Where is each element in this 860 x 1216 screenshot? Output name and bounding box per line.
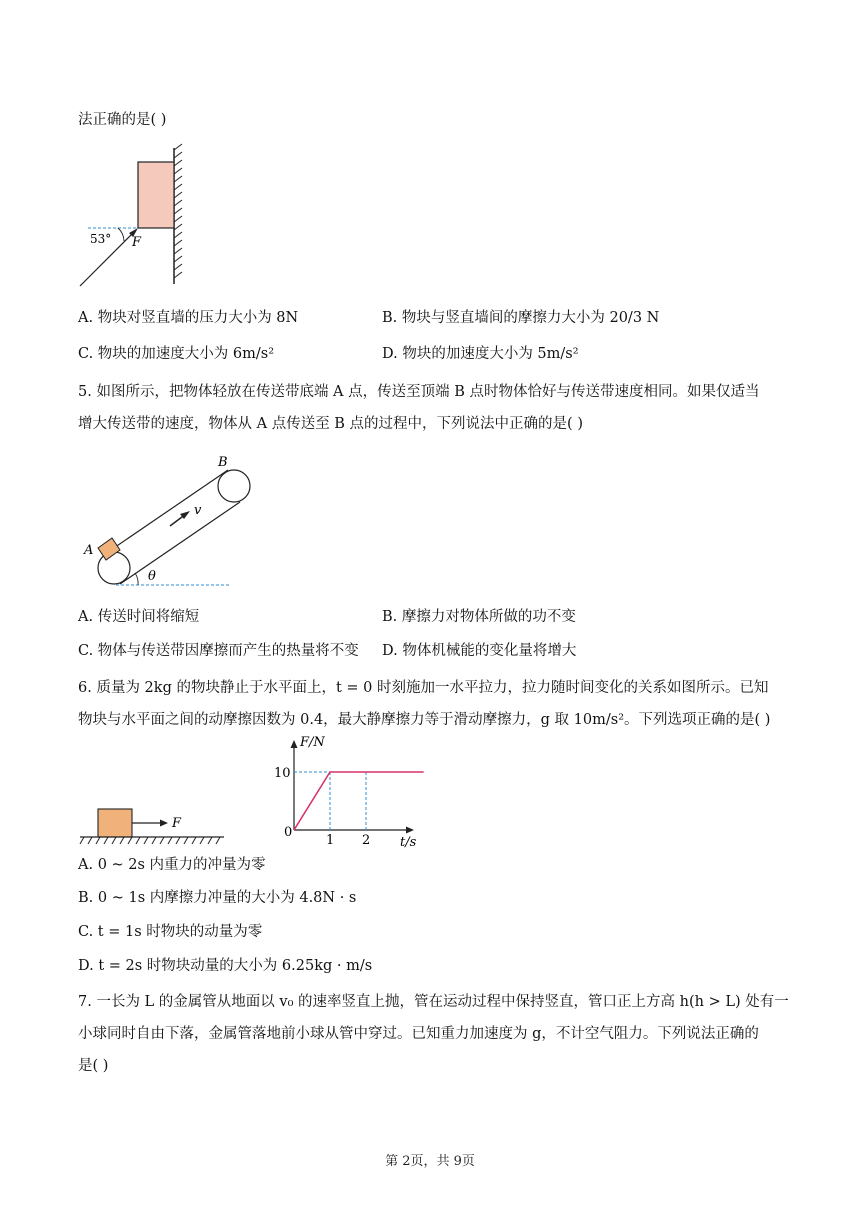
q6-block-figure: [78, 800, 238, 850]
chart-axes: [291, 740, 415, 834]
y-tick-label: 10: [274, 766, 291, 781]
force-label: F: [172, 816, 182, 831]
q6-force-time-chart: [276, 732, 426, 850]
angle-label: 53°: [90, 232, 112, 246]
q4-option-c: C. 物块的加速度大小为 6m/s²: [78, 346, 275, 362]
y-axis-label: F/N: [300, 735, 325, 750]
q7-stem-line1: 7. 一长为 L 的金属管从地面以 v₀ 的速率竖直上抛，管在运动过程中保持竖直，管口正上方高 h(h > L) 处有一: [78, 994, 789, 1010]
belt-top-line: [108, 470, 228, 552]
angle-arc: [118, 228, 124, 241]
q5-option-a: A. 传送时间将缩短: [78, 609, 200, 625]
q5-stem-line1: 5. 如图所示，把物体轻放在传送带底端 A 点，传送至顶端 B 点时物体恰好与传送带速度相同。如果仅适当: [78, 384, 760, 400]
theta-arc: [135, 573, 138, 585]
q5-stem-line2: 增大传送带的速度，物体从 A 点传送至 B 点的过程中，下列说法中正确的是( ): [78, 416, 583, 432]
ground-hatching: [80, 837, 220, 844]
q5-option-c: C. 物体与传送带因摩擦而产生的热量将不变: [78, 643, 359, 659]
x-tick-label: 1: [326, 833, 335, 848]
q6-option-a: A. 0 ~ 2s 内重力的冲量为零: [78, 857, 266, 873]
label-a: A: [84, 543, 94, 558]
q4-option-a: A. 物块对竖直墙的压力大小为 8N: [78, 310, 299, 326]
block: [138, 162, 174, 228]
q5-option-d: D. 物体机械能的变化量将增大: [382, 643, 577, 659]
page-footer: 第 2页，共 9页: [385, 1154, 475, 1169]
q5-option-b: B. 摩擦力对物体所做的功不变: [382, 609, 576, 625]
q4-wall-block-figure: [78, 142, 208, 292]
block: [98, 809, 132, 837]
label-b: B: [218, 455, 228, 470]
q6-option-b: B. 0 ~ 1s 内摩擦力冲量的大小为 4.8N · s: [78, 890, 357, 906]
series-line: [294, 772, 424, 830]
label-v: v: [194, 503, 202, 518]
x-axis-label: t/s: [400, 835, 417, 850]
origin-label: 0: [284, 825, 293, 840]
force-arrowhead: [160, 820, 168, 827]
q7-stem-line2: 小球同时自由下落，金属管落地前小球从管中穿过。已知重力加速度为 g，不计空气阻力。下列说法正确的: [78, 1026, 759, 1042]
q4-stem-tail: 法正确的是( ): [78, 112, 167, 128]
belt-bottom-line: [120, 502, 240, 584]
q6-option-d: D. t = 2s 时物块动量的大小为 6.25kg · m/s: [78, 958, 373, 974]
q6-stem-line1: 6. 质量为 2kg 的物块静止于水平面上，t = 0 时刻施加一水平拉力，拉力随时间变化的关系如图所示。已知: [78, 680, 769, 696]
wall-hatching: [174, 144, 182, 278]
bottom-roller: [98, 552, 130, 584]
q6-stem-line2: 物块与水平面之间的动摩擦因数为 0.4，最大静摩擦力等于滑动摩擦力，g 取 10m/s²。下列选项正确的是( ): [78, 712, 771, 728]
chart-labels: [274, 735, 417, 850]
q6-option-c: C. t = 1s 时物块的动量为零: [78, 924, 263, 940]
q4-option-b: B. 物块与竖直墙间的摩擦力大小为 20/3 N: [382, 310, 660, 326]
y-axis-arrowhead: [291, 740, 298, 748]
top-roller: [218, 470, 250, 502]
force-label: F: [132, 235, 142, 250]
chart-series: [294, 772, 424, 830]
q4-option-d: D. 物块的加速度大小为 5m/s²: [382, 346, 579, 362]
q7-stem-line3: 是( ): [78, 1058, 109, 1074]
chart-guides: [294, 772, 366, 830]
x-axis-arrowhead: [406, 827, 414, 834]
q5-conveyor-figure: [78, 448, 258, 593]
x-tick-label: 2: [362, 833, 371, 848]
label-theta: θ: [148, 569, 156, 584]
